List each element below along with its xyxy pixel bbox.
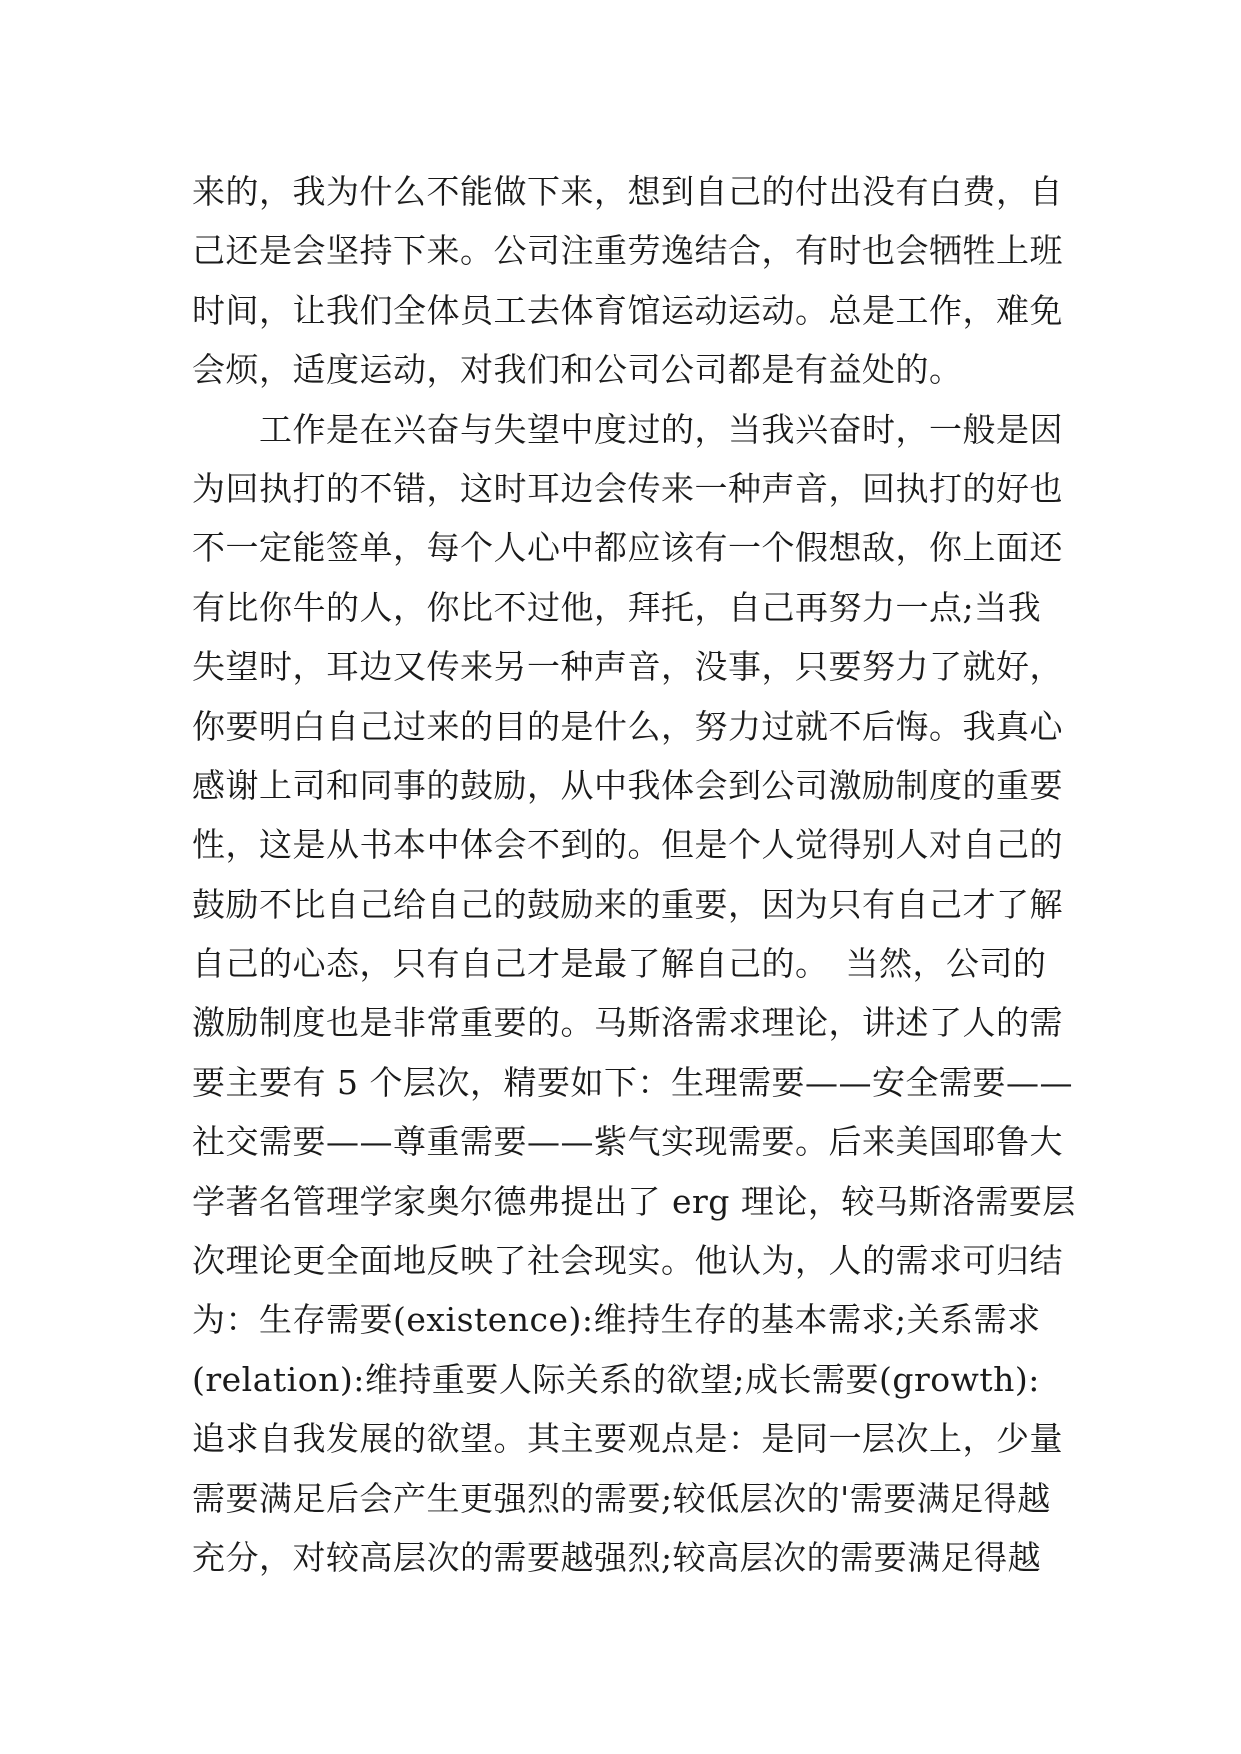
text-line: 为：生存需要(existence):维持生存的基本需求;关系需求 [192,1300,1041,1340]
text-line: 工作是在兴奋与失望中度过的，当我兴奋时，一般是因 [192,409,1063,449]
text-line: 来的，我为什么不能做下来，想到自己的付出没有白费，自 [192,172,1063,211]
text-line: 你要明白自己过来的目的是什么，努力过就不后悔。我真心 [192,706,1063,746]
text-line: 性，这是从书本中体会不到的。但是个人觉得别人对自己的 [192,825,1063,865]
text-line: 己还是会坚持下来。公司注重劳逸结合，有时也会牺牲上班 [192,231,1063,271]
text-line: 失望时，耳边又传来另一种声音，没事，只要努力了就好， [192,647,1063,687]
text-line: 鼓励不比自己给自己的鼓励来的重要，因为只有自己才了解 [192,884,1063,924]
text-line: 不一定能签单，每个人心中都应该有一个假想敌，你上面还 [192,528,1063,568]
text-line: 次理论更全面地反映了社会现实。他认为，人的需求可归结 [192,1241,1063,1281]
text-line: 为回执打的不错，这时耳边会传来一种声音，回执打的好也 [192,468,1063,508]
text-line: 学著名管理学家奥尔德弗提出了 erg 理论，较马斯洛需要层 [192,1181,1076,1221]
text-line: 追求自我发展的欲望。其主要观点是：是同一层次上，少量 [192,1419,1063,1459]
text-line: 自己的心态，只有自己才是最了解自己的。 当然，公司的 [192,944,1047,984]
body-text [192,162,1076,1587]
text-line: 激励制度也是非常重要的。马斯洛需求理论，讲述了人的需 [192,1003,1063,1043]
text-line: 感谢上司和同事的鼓励，从中我体会到公司激励制度的重要 [192,765,1063,805]
text-line: 时间，让我们全体员工去体育馆运动运动。总是工作，难免 [192,290,1063,330]
text-line: 社交需要——尊重需要——紫气实现需要。后来美国耶鲁大 [192,1122,1063,1162]
text-line: 需要满足后会产生更强烈的需要;较低层次的'需要满足得越 [192,1478,1051,1518]
text-line: 有比你牛的人，你比不过他，拜托，自己再努力一点;当我 [192,587,1042,627]
text-line: 会烦，适度运动，对我们和公司公司都是有益处的。 [192,350,963,390]
text-line: (relation):维持重要人际关系的欲望;成长需要(growth): [192,1359,1040,1399]
text-line: 要主要有 5 个层次，精要如下：生理需要——安全需要—— [192,1062,1073,1102]
text-line: 充分，对较高层次的需要越强烈;较高层次的需要满足得越 [192,1537,1042,1577]
